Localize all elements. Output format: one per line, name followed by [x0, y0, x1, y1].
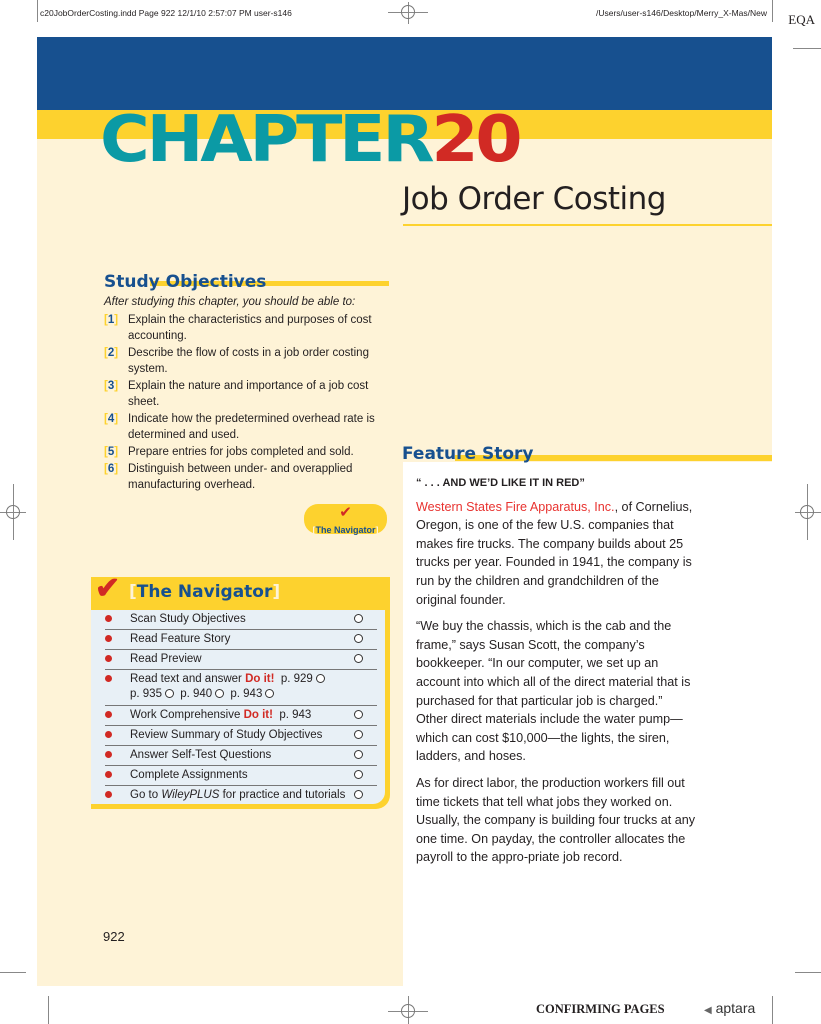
- objective-number: [4]: [104, 413, 119, 425]
- navigator-item-label: Read text and answer Do it! p. 929 p. 935 p. 940 p. 943: [130, 672, 328, 702]
- navigator-item-label: Scan Study Objectives: [130, 613, 246, 625]
- objective-number: [6]: [104, 463, 119, 475]
- study-objectives: [104, 272, 394, 494]
- bullet-icon: [105, 731, 112, 738]
- crop-mark: [48, 996, 49, 1024]
- checkbox-circle[interactable]: [354, 654, 363, 663]
- navigator-item[interactable]: [105, 726, 377, 746]
- study-objectives-intro: After studying this chapter, you should be able to:: [104, 296, 356, 308]
- objective-item: [104, 378, 394, 410]
- company-name: Western States Fire Apparatus, Inc.: [416, 499, 615, 514]
- crop-mark: [0, 972, 26, 973]
- checkbox-circle[interactable]: [354, 614, 363, 623]
- bullet-icon: [105, 711, 112, 718]
- slug-corner-code: EQA: [788, 12, 815, 27]
- objective-text: Prepare entries for jobs completed and sold.: [128, 446, 354, 458]
- feature-story-heading: Feature Story: [402, 444, 534, 464]
- checkbox-circle[interactable]: [354, 730, 363, 739]
- bullet-icon: [105, 771, 112, 778]
- feature-story-body: [416, 474, 696, 875]
- chapter-word: CHAPTER: [100, 103, 432, 177]
- speaker-icon: ◀: [704, 1005, 712, 1016]
- navigator-item[interactable]: [105, 706, 377, 726]
- objective-text: Indicate how the predetermined overhead rate is determined and used.: [128, 413, 375, 441]
- navigator-header: [91, 572, 390, 610]
- objective-item: [104, 312, 394, 344]
- bullet-icon: [105, 635, 112, 642]
- navigator-item[interactable]: [105, 746, 377, 766]
- navigator-item[interactable]: [105, 786, 377, 806]
- navigator-item[interactable]: [105, 766, 377, 786]
- objective-text: Distinguish between under- and overapplied manufacturing overhead.: [128, 463, 353, 491]
- bullet-icon: [105, 615, 112, 622]
- feature-story-paragraph: “We buy the chassis, which is the cab and the frame,” says Susan Scott, the company’s bookkeeper. “In our computer, we set up an account into which all of the direct material that is purchased for that particular job is charged.” Other direct materials include the water pump—which can cost $10,000—the lights, the siren, ladders, and hoses.: [416, 619, 691, 764]
- chapter-title: Job Order Costing: [402, 181, 666, 217]
- page-number: 922: [103, 929, 125, 944]
- do-it-label: Do it!: [245, 673, 275, 685]
- slug-file-info: c20JobOrderCosting.indd Page 922 12/1/10 2:57:07 PM user-s146: [40, 8, 292, 18]
- objective-text: Describe the flow of costs in a job order costing system.: [128, 347, 369, 375]
- objective-number: [5]: [104, 446, 119, 458]
- objective-item: [104, 444, 394, 460]
- checkmark-icon: ✔: [339, 504, 352, 521]
- checkbox-circle[interactable]: [354, 634, 363, 643]
- slug-path: /Users/user-s146/Desktop/Merry_X-Mas/New: [596, 8, 767, 18]
- bullet-icon: [105, 655, 112, 662]
- do-it-label: Do it!: [243, 709, 273, 721]
- objective-text: Explain the characteristics and purposes of cost accounting.: [128, 314, 372, 342]
- navigator-item-label: Work Comprehensive Do it! p. 943: [130, 709, 312, 721]
- checkbox-circle[interactable]: [265, 689, 274, 698]
- header-blue-band: [37, 37, 772, 110]
- chapter-number: 20: [431, 103, 520, 177]
- navigator-item-label: Read Preview: [130, 653, 202, 665]
- bullet-icon: [105, 675, 112, 682]
- confirming-pages-label: CONFIRMING PAGES: [536, 1002, 665, 1016]
- bullet-icon: [105, 791, 112, 798]
- checkbox-circle[interactable]: [354, 790, 363, 799]
- navigator-item-label: Review Summary of Study Objectives: [130, 729, 323, 741]
- checkmark-icon: ✔: [95, 572, 121, 605]
- objective-number: [1]: [104, 314, 119, 326]
- feature-story-paragraph: Western States Fire Apparatus, Inc., of Cornelius, Oregon, is one of the few U.S. companies that makes fire trucks. The company builds about 25 trucks per year. Founded in 1941, the company is run by the children and grandchildren of the original founder.: [416, 499, 693, 607]
- objective-text: Explain the nature and importance of a job cost sheet.: [128, 380, 369, 408]
- registration-mark-bottom: [401, 1004, 415, 1018]
- navigator-item[interactable]: [105, 630, 377, 650]
- objective-item: [104, 345, 394, 377]
- title-underline: [403, 224, 772, 226]
- objective-item: [104, 461, 394, 493]
- navigator-title: [The Navigator]: [129, 582, 281, 602]
- wileyplus-label: WileyPLUS: [161, 789, 220, 801]
- checkbox-circle[interactable]: [316, 674, 325, 683]
- navigator-item[interactable]: [105, 610, 377, 630]
- checkbox-circle[interactable]: [215, 689, 224, 698]
- registration-mark-top: [401, 5, 415, 19]
- objective-number: [2]: [104, 347, 119, 359]
- navigator-badge[interactable]: [304, 504, 387, 534]
- navigator-item-label: Go to WileyPLUS for practice and tutorials: [130, 789, 346, 801]
- navigator-item[interactable]: [105, 650, 377, 670]
- study-objectives-heading: Study Objectives: [104, 272, 267, 292]
- checkbox-circle[interactable]: [354, 770, 363, 779]
- objective-number: [3]: [104, 380, 119, 392]
- chapter-heading: [100, 103, 520, 177]
- vendor-logo: ◀ aptara: [704, 1000, 756, 1016]
- navigator-badge-label: [The Navigator]: [312, 525, 379, 535]
- navigator-item-label: Read Feature Story: [130, 633, 231, 645]
- checkbox-circle[interactable]: [354, 750, 363, 759]
- registration-mark-left: [6, 505, 20, 519]
- crop-mark: [37, 0, 38, 22]
- feature-story-paragraph: As for direct labor, the production workers fill out time tickets that tell what jobs they worked on. Usually, the company is building four trucks at any one time. On payday, the controller allocates the payroll to the appro-priate job record.: [416, 775, 696, 865]
- feature-story-kicker: “ . . . AND WE’D LIKE IT IN RED”: [416, 477, 585, 489]
- navigator-list: [91, 610, 385, 804]
- navigator-item[interactable]: [105, 670, 377, 706]
- navigator-item-label: Complete Assignments: [130, 769, 248, 781]
- crop-mark: [772, 996, 773, 1024]
- navigator-item-label: Answer Self-Test Questions: [130, 749, 272, 761]
- crop-mark: [793, 48, 821, 49]
- bullet-icon: [105, 751, 112, 758]
- crop-mark: [772, 0, 773, 22]
- checkbox-circle[interactable]: [354, 710, 363, 719]
- objective-item: [104, 411, 394, 443]
- navigator-checklist: [91, 572, 390, 809]
- registration-mark-right: [800, 505, 814, 519]
- checkbox-circle[interactable]: [165, 689, 174, 698]
- crop-mark: [795, 972, 821, 973]
